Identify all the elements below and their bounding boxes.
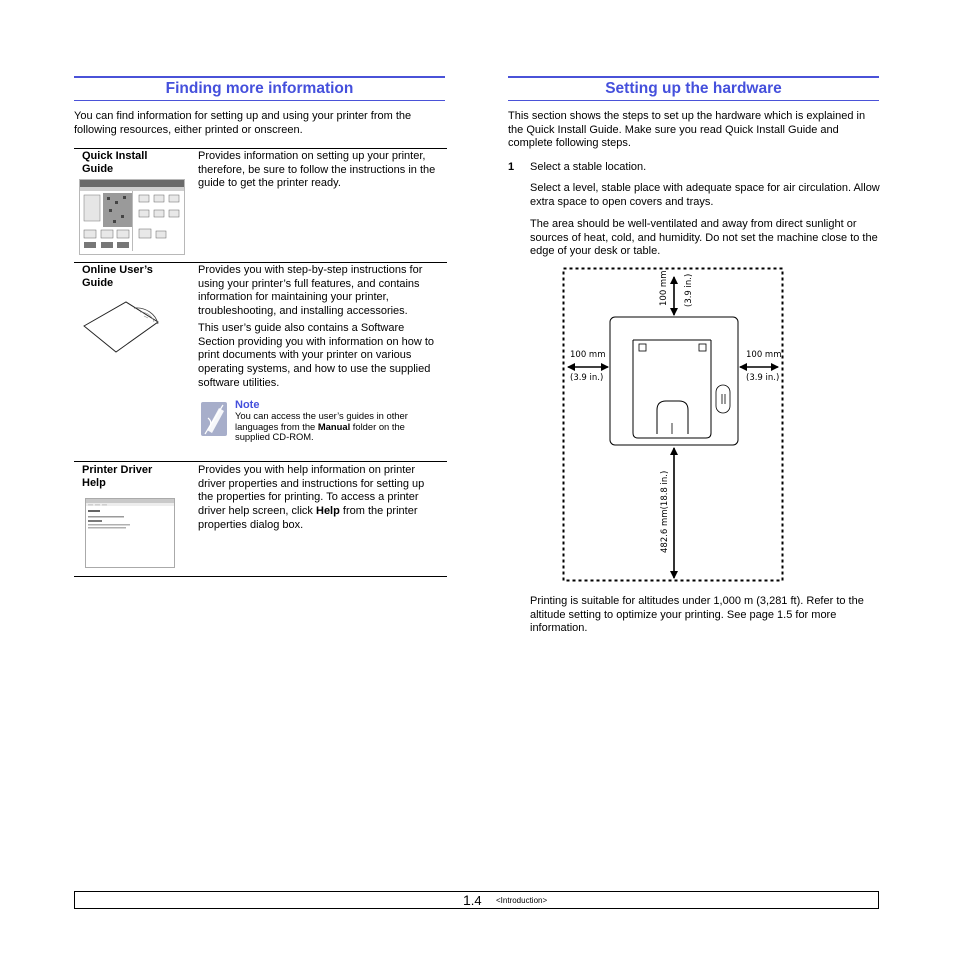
row-desc-driver-help: Provides you with help information on printer driver properties and instructions for setting up the properties for printing. To access a printer driver help screen, click Help from the printer properties dialog box. — [198, 464, 425, 531]
row-desc-online-guide-software: This user’s guide also contains a Software Section providing you with information on how to print documents with your printer on various operating systems, and how to use the supplied software utilities. — [198, 322, 435, 389]
right-clearance-mm: 100 mm — [746, 350, 782, 360]
right-clearance-in: (3.9 in.) — [746, 373, 780, 383]
row-label-online-guide: Online User’s Guide — [82, 264, 153, 289]
altitude-para: Printing is suitable for altitudes under 1,000 m (3,281 ft). Refer to the altitude setting to optimize your printing. See page 1.5 for more information. — [530, 595, 864, 635]
footer-section-label: <Introduction> — [496, 896, 548, 905]
left-clearance-mm: 100 mm — [570, 350, 606, 360]
table-top-rule — [74, 148, 447, 149]
step-text: Select a stable location. — [530, 161, 647, 173]
right-section-header — [508, 76, 879, 101]
note-title: Note — [235, 399, 260, 411]
bottom-clearance: 482.6 mm(18.8 in.) — [660, 470, 670, 553]
driver-help-screenshot-thumbnail — [85, 498, 175, 568]
row-label-driver-help: Printer Driver Help — [82, 464, 153, 489]
row-label-quick-install: Quick Install Guide — [82, 150, 148, 175]
location-para-2: The area should be well-ventilated and away from direct sunlight or sources of heat, cold, and humidity. Do not set the machine close to the edge of your desk or table. — [530, 218, 878, 258]
right-section-title: Setting up the hardware — [605, 80, 782, 97]
quick-install-guide-thumbnail — [79, 179, 185, 255]
printer-outline — [610, 317, 738, 445]
left-section-header — [74, 76, 445, 101]
right-intro: This section shows the steps to set up the hardware which is explained in the Quick Install Guide. Make sure you read Quick Install Guide and complete following steps. — [508, 110, 866, 150]
cd-rom-icon — [82, 296, 162, 356]
left-intro: You can find information for setting up and using your printer from the following resources, either printed or onscreen. — [74, 110, 412, 136]
row-divider-2 — [74, 461, 447, 462]
note-icon — [199, 400, 231, 438]
table-bottom-rule — [74, 576, 447, 577]
row-desc-quick-install: Provides information on setting up your printer, therefore, be sure to follow the instructions in the guide to get the printer ready. — [198, 150, 436, 190]
row-desc-online-guide: Provides you with step-by-step instructions for using your printer’s full features, and contains information for maintaining your printer, troubleshooting, and installing accessories. — [198, 264, 423, 318]
location-para-1: Select a level, stable place with adequate space for air circulation. Allow extra space to open covers and trays. — [530, 182, 880, 208]
page-number: 1.4 — [463, 892, 482, 908]
clearance-diagram — [560, 265, 786, 583]
row-divider-1 — [74, 262, 447, 263]
top-clearance-in: (3.9 in.) — [684, 273, 694, 307]
step-number: 1 — [508, 161, 515, 173]
left-clearance-in: (3.9 in.) — [570, 373, 604, 383]
left-section-title: Finding more information — [165, 80, 354, 97]
note-text: You can access the user’s guides in other languages from the Manual folder on the supplied CD-ROM. — [235, 410, 408, 443]
top-clearance-mm: 100 mm — [659, 270, 669, 306]
